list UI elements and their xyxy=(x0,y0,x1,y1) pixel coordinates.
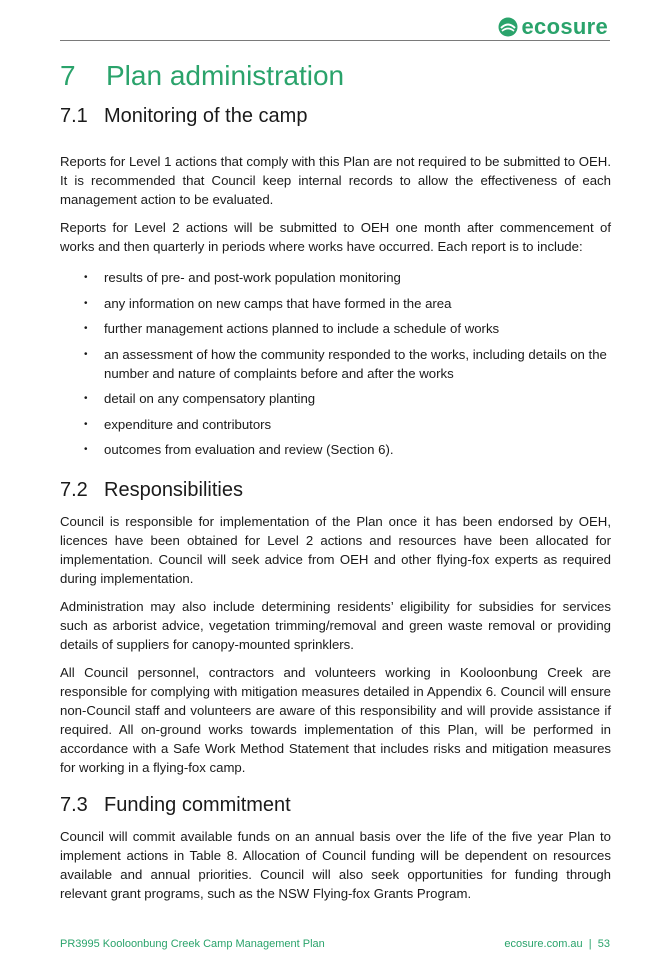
list-item: • further management actions planned to include a schedule of works xyxy=(60,319,611,338)
footer-document-title: PR3995 Kooloonbung Creek Camp Management Plan xyxy=(60,938,325,950)
ecosure-logo xyxy=(498,14,608,40)
chapter-number: 7 xyxy=(60,60,76,91)
section-heading-7-1 xyxy=(60,102,611,130)
section-heading-7-2 xyxy=(60,476,611,504)
section-title: Responsibilities xyxy=(104,478,243,501)
section-number: 7.3 xyxy=(60,793,88,816)
list-item: • results of pre- and post-work population monitoring xyxy=(60,268,611,287)
page-content xyxy=(60,58,611,903)
paragraph: Administration may also include determining residents’ eligibility for subsidies for services such as arborist advice, vegetation trimming/removal and green waste removal or providing details of suppliers for canopy-mounted sprinklers. xyxy=(60,598,611,652)
paragraph: Reports for Level 1 actions that comply with this Plan are not required to be submitted to OEH. It is recommended that Council keep internal records to allow the effectiveness of each management action to be evaluated. xyxy=(60,154,611,207)
paragraph: Council is responsible for implementation of the Plan once it has been endorsed by OEH, licences have been obtained for Level 2 actions and resources have been allocated for implementation. Council will seek advice from OEH and other flying-fox experts as required during implementation. xyxy=(60,513,611,586)
section-number: 7.2 xyxy=(60,478,88,501)
footer-page-number: ecosure.com.au | 53 xyxy=(504,938,610,950)
list-item: • outcomes from evaluation and review (Section 6). xyxy=(60,440,611,459)
section-title: Monitoring of the camp xyxy=(104,105,308,127)
paragraph: All Council personnel, contractors and volunteers working in Kooloonbung Creek are responsible for complying with mitigation measures detailed in Appendix 6. Council will ensure non-Council staff and volunteers are aware of this responsibility and will provide assistance if required. All on-ground works towards implementation of this Plan, will be performed in accordance with a Safe Work Method Statement that includes risks and mitigation measures for working in a flying-fox camp. xyxy=(60,664,611,775)
list-item: • expenditure and contributors xyxy=(60,415,611,434)
list-item: • detail on any compensatory planting xyxy=(60,389,611,408)
list-item: • any information on new camps that have formed in the area xyxy=(60,294,611,313)
paragraph: Reports for Level 2 actions will be submitted to OEH one month after commencement of works and then quarterly in periods where works have occurred. Each report is to include: xyxy=(60,220,611,254)
section-heading-7-3 xyxy=(60,791,611,819)
list-item: • an assessment of how the community responded to the works, including details on the number and nature of complaints before and after the works xyxy=(60,345,611,383)
ecosure-leaf-icon xyxy=(498,17,518,37)
chapter-heading xyxy=(60,58,611,94)
chapter-title: Plan administration xyxy=(106,60,345,91)
section-number: 7.1 xyxy=(60,105,88,127)
report-contents-list xyxy=(60,268,611,459)
header-rule xyxy=(60,40,610,41)
paragraph: Council will commit available funds on an annual basis over the life of the five year Plan to implement actions in Table 8. Allocation of Council funding will be dependent on resources available and annual priorities. Council will also seek opportunities for funding through relevant grant programs, such as the NSW Flying-fox Grants Program. xyxy=(60,828,611,901)
section-title: Funding commitment xyxy=(104,793,291,816)
logo-wordmark: ecosure xyxy=(521,14,608,39)
